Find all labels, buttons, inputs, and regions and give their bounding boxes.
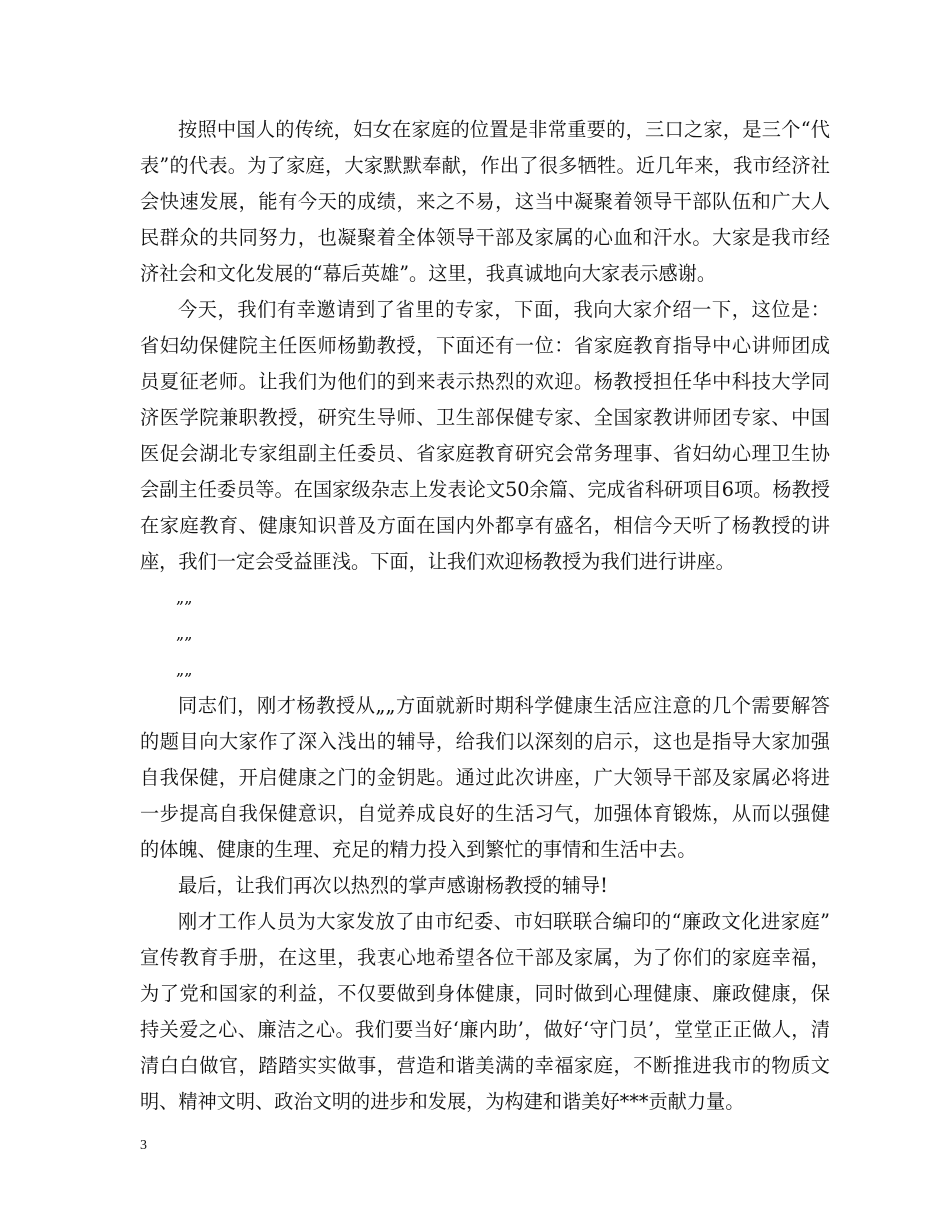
paragraph-closing-wishes: 刚才工作人员为大家发放了由市纪委、市妇联联合编印的“廉政文化进家庭”宣传教育手册，在这里，我衷心地希望各位干部及家属，为了你们的家庭幸福，为了党和国家的利益，不仅要做到身体健康，同时做到心理健康、廉政健康，保持关爱之心、廉洁之心。我们要当好‘廉内助’，做好‘守门员’，堂堂正正做人，清清白白做官，踏踏实实做事，营造和谐美满的幸福家庭，不断推进我市的物质文明、精神文明、政治文明的进步和发展，为构建和谐美好***贡献力量。 bbox=[140, 910, 830, 1113]
paragraph-expert-introduction: 今天，我们有幸邀请到了省里的专家，下面，我向大家介绍一下，这位是：省妇幼保健院主任医师杨勤教授，下面还有一位：省家庭教育指导中心讲师团成员夏征老师。让我们为他们的到来表示热烈的欢迎。杨教授担任华中科技大学同济医学院兼职教授，研究生导师、卫生部保健专家、全国家教讲师团专家、中国医促会湖北专家组副主任委员、省家庭教育研究会常务理事、省妇幼心理卫生协会副主任委员等。在国家级杂志上发表论文50余篇、完成省科研项目6项。杨教授在家庭教育、健康知识普及方面在国内外都享有盛名，相信今天听了杨教授的讲座，我们一定会受益匪浅。下面，让我们欢迎杨教授为我们进行讲座。 bbox=[140, 298, 830, 573]
document-body bbox=[140, 112, 830, 1120]
paragraph-family-role: 按照中国人的传统，妇女在家庭的位置是非常重要的，三口之家，是三个“代表”的代表。为了家庭，大家默默奉献，作出了很多牺牲。近几年来，我市经济社会快速发展，能有今天的成绩，来之不易，这当中凝聚着领导干部队伍和广大人民群众的共同努力，也凝聚着全体领导干部及家属的心血和汗水。大家是我市经济社会和文化发展的“幕后英雄”。这里，我真诚地向大家表示感谢。 bbox=[140, 118, 830, 285]
paragraph-lecture-summary: 同志们，刚才杨教授从„„方面就新时期科学健康生活应注意的几个需要解答的题目向大家作了深入浅出的辅导，给我们以深刻的启示，这也是指导大家加强自我保健，开启健康之门的金钥匙。通过此次讲座，广大领导干部及家属必将进一步提高自我保健意识，自觉养成良好的生活习气，加强体育锻炼，从而以强健的体魄、健康的生理、充足的精力投入到繁忙的事情和生活中去。 bbox=[140, 694, 830, 861]
ellipsis-line: „„ bbox=[176, 660, 193, 679]
paragraph-thanks: 最后，让我们再次以热烈的掌声感谢杨教授的辅导! bbox=[178, 874, 608, 897]
ellipsis-line: „„ bbox=[176, 624, 193, 643]
ellipsis-line: „„ bbox=[176, 588, 193, 607]
page-number: 3 bbox=[140, 1138, 147, 1153]
